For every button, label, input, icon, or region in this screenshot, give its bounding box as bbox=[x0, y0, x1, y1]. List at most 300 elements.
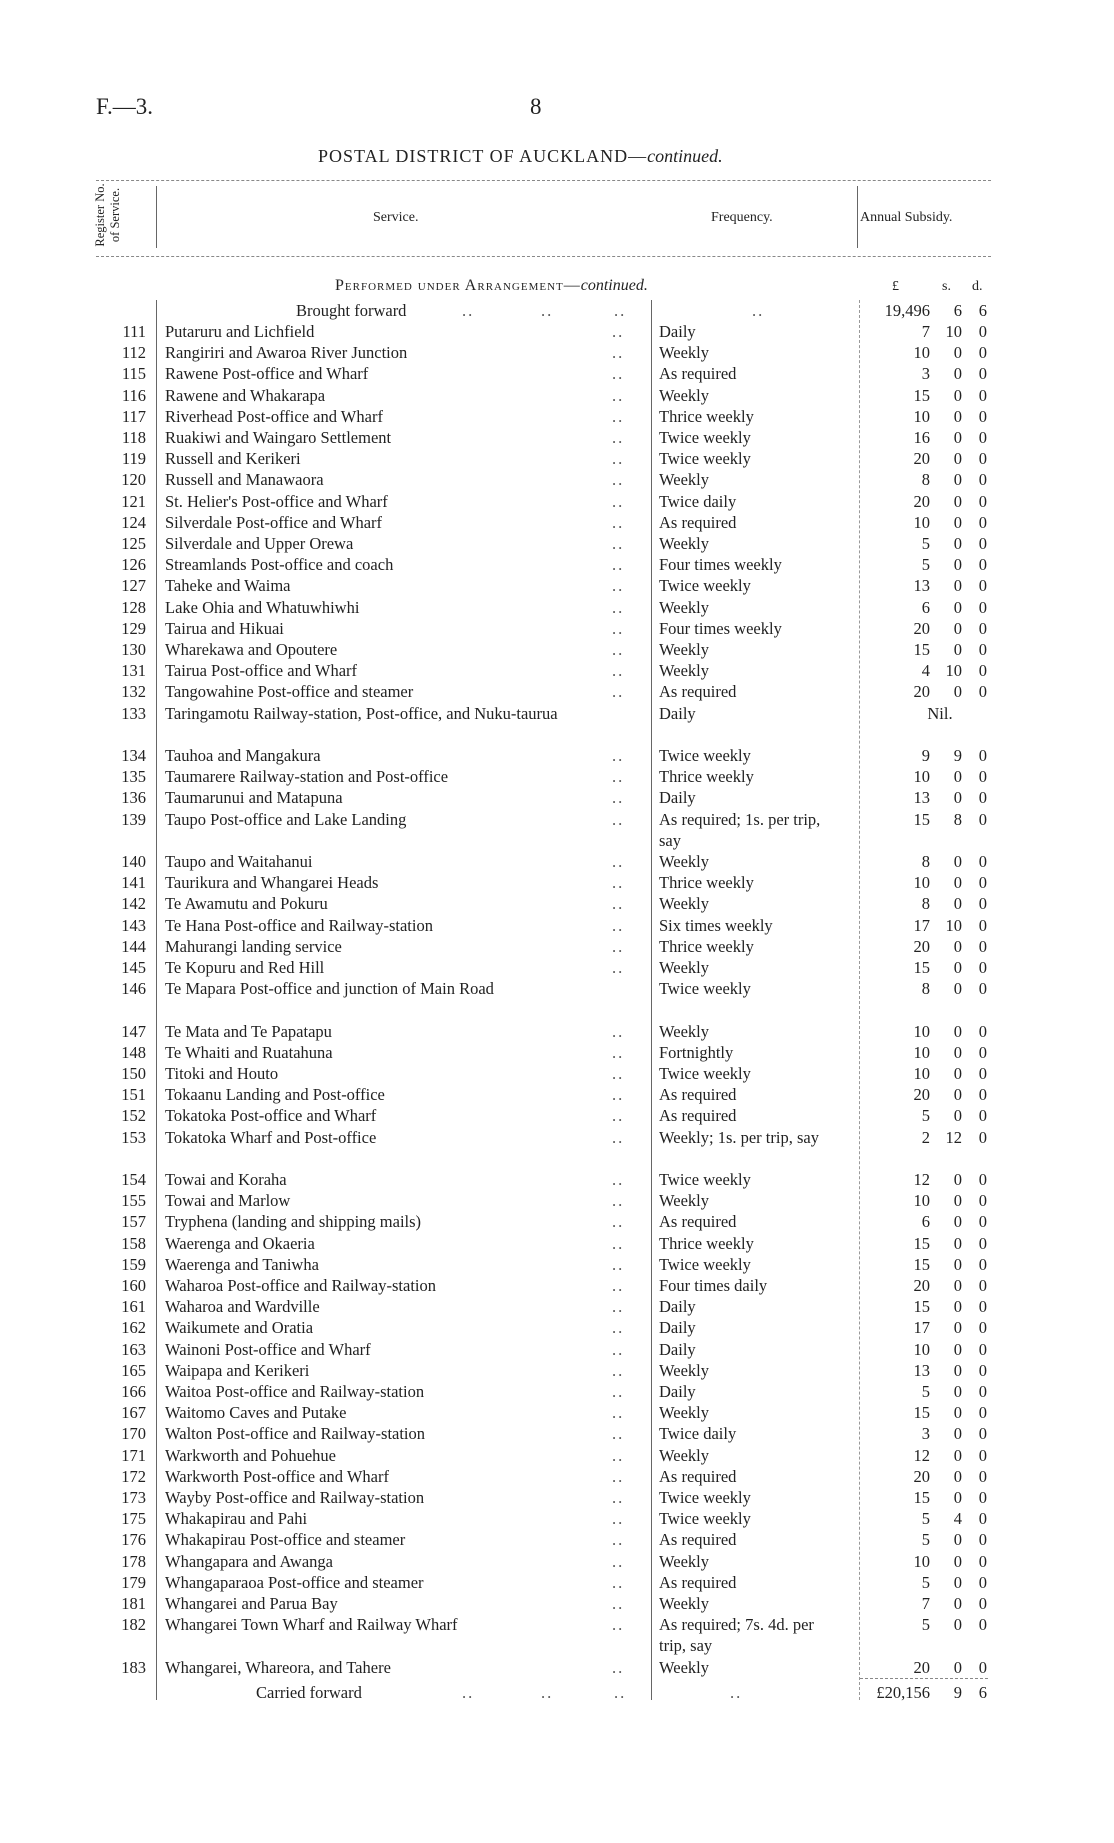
frequency: Weekly bbox=[659, 1657, 709, 1677]
subsidy-pence: 0 bbox=[978, 873, 987, 893]
subsidy-shillings: 0 bbox=[953, 1403, 962, 1423]
subsidy-pounds: 7 bbox=[921, 322, 930, 341]
subsidy-shillings: 0 bbox=[953, 555, 962, 575]
frequency: Twice weekly bbox=[659, 428, 751, 447]
brought-forward-pounds: 19,496 bbox=[884, 301, 930, 320]
service-name: Taheke and Waima bbox=[165, 576, 291, 596]
service-name: Tauhoa and Mangakura bbox=[165, 746, 321, 765]
table-row bbox=[0, 745, 1114, 766]
register-number: 151 bbox=[121, 1085, 146, 1105]
service-name: Whangaparaoa Post-office and steamer bbox=[165, 1572, 424, 1592]
frequency: As required; 1s. per trip, say bbox=[659, 809, 821, 850]
brought-forward-pence: 6 bbox=[978, 301, 987, 320]
table-row bbox=[0, 1105, 1114, 1126]
service-name: Taumarere Railway-station and Post-office bbox=[165, 767, 449, 787]
register-number: 125 bbox=[121, 534, 146, 553]
register-number: 178 bbox=[121, 1551, 146, 1571]
service-name: Lake Ohia and Whatuwhiwhi bbox=[165, 597, 360, 617]
register-number: 121 bbox=[121, 491, 146, 511]
subsidy-pence: 0 bbox=[978, 1488, 987, 1507]
subsidy-shillings: 0 bbox=[953, 1572, 962, 1592]
register-number: 144 bbox=[121, 936, 146, 956]
leader-dots: .. bbox=[614, 1683, 627, 1702]
register-number: 131 bbox=[121, 661, 146, 681]
subsidy-shillings: 8 bbox=[953, 809, 962, 829]
service-name: Waitomo Caves and Putake bbox=[165, 1403, 347, 1423]
service-name: Rawene and Whakarapa bbox=[165, 385, 326, 405]
subsidy-pence: 0 bbox=[978, 894, 987, 914]
frequency: Six times weekly bbox=[659, 915, 773, 935]
subsidy-pounds: 5 bbox=[921, 1382, 930, 1401]
leader-dots: .. bbox=[612, 1106, 625, 1126]
service-name: Whangarei, Whareora, and Tahere bbox=[165, 1657, 391, 1677]
register-number: 111 bbox=[122, 322, 146, 341]
frequency: Twice weekly bbox=[659, 449, 751, 469]
frequency: Weekly bbox=[659, 1360, 709, 1380]
column-header-subsidy: Annual Subsidy. bbox=[860, 210, 953, 225]
subsidy-shillings: 0 bbox=[953, 682, 962, 702]
frequency: Four times weekly bbox=[659, 618, 782, 638]
leader-dots: .. bbox=[612, 364, 625, 384]
subsidy-pence: 0 bbox=[978, 809, 987, 829]
subsidy-pence: 0 bbox=[978, 406, 987, 426]
leader-dots: .. bbox=[612, 682, 625, 702]
subsidy-pounds: 20 bbox=[913, 618, 930, 638]
table-row bbox=[0, 893, 1114, 914]
frequency: Thrice weekly bbox=[659, 873, 754, 893]
table-row bbox=[0, 1572, 1114, 1593]
frequency: Weekly bbox=[659, 958, 709, 977]
register-number: 154 bbox=[121, 1170, 146, 1189]
service-name: Waharoa Post-office and Railway-station bbox=[165, 1276, 436, 1295]
leader-dots: .. bbox=[612, 1403, 625, 1423]
register-number: 173 bbox=[121, 1488, 146, 1507]
subsidy-shillings: 0 bbox=[953, 1466, 962, 1486]
frequency: As required bbox=[659, 1466, 737, 1486]
table-row bbox=[0, 809, 1114, 850]
subsidy-pence: 0 bbox=[978, 1318, 987, 1338]
subsidy-pounds: 17 bbox=[913, 1318, 930, 1338]
register-number: 135 bbox=[121, 767, 146, 787]
subsidy-pence: 0 bbox=[978, 1212, 987, 1232]
subsidy-pence: 0 bbox=[978, 1615, 987, 1635]
register-number: 141 bbox=[121, 873, 146, 893]
subsidy-shillings: 0 bbox=[953, 1297, 962, 1317]
subsidy-pence: 0 bbox=[978, 555, 987, 575]
subsidy-pence: 0 bbox=[978, 322, 987, 341]
register-number: 158 bbox=[121, 1233, 146, 1253]
leader-dots: .. bbox=[612, 661, 625, 681]
leader-dots: .. bbox=[612, 406, 625, 426]
subsidy-pounds: 8 bbox=[921, 979, 930, 999]
subsidy-shillings: 0 bbox=[953, 1106, 962, 1126]
register-number: 115 bbox=[121, 364, 146, 384]
service-name: Mahurangi landing service bbox=[165, 936, 342, 956]
subsidy-pence: 0 bbox=[978, 491, 987, 511]
subsidy-shillings: 0 bbox=[953, 597, 962, 617]
subsidy-pence: 0 bbox=[978, 1170, 987, 1189]
document-code: F.—3. bbox=[96, 94, 153, 119]
subsidy-shillings: 0 bbox=[953, 1339, 962, 1359]
subsidy-pence: 0 bbox=[978, 1276, 987, 1295]
frequency: Daily bbox=[659, 322, 696, 341]
service-name: Whangapara and Awanga bbox=[165, 1551, 333, 1571]
service-name: Tairua Post-office and Wharf bbox=[165, 661, 358, 681]
subsidy-shillings: 0 bbox=[953, 385, 962, 405]
table-row bbox=[0, 618, 1114, 639]
service-name: Silverdale Post-office and Wharf bbox=[165, 512, 383, 532]
subsidy-shillings: 0 bbox=[953, 1085, 962, 1105]
subsidy-pounds: 4 bbox=[921, 661, 930, 681]
leader-dots: .. bbox=[612, 491, 625, 511]
frequency: Fortnightly bbox=[659, 1042, 734, 1062]
frequency: As required bbox=[659, 1212, 737, 1232]
table-row bbox=[0, 406, 1114, 427]
subsidy-pounds: 3 bbox=[921, 364, 930, 384]
frequency: As required bbox=[659, 1085, 737, 1105]
subsidy-shillings: 0 bbox=[953, 979, 962, 999]
frequency: Thrice weekly bbox=[659, 936, 754, 956]
subsidy-pence: 0 bbox=[978, 470, 987, 490]
subsidy-pounds: 10 bbox=[913, 767, 930, 787]
frequency: Weekly bbox=[659, 894, 709, 914]
register-number: 134 bbox=[121, 746, 146, 765]
subsidy-shillings: 0 bbox=[953, 1657, 962, 1677]
subsidy-pounds: 10 bbox=[913, 1042, 930, 1062]
service-name: Taringamotu Railway-station, Post-office, and Nuku-taurua bbox=[165, 703, 558, 723]
frequency: Weekly bbox=[659, 1594, 709, 1613]
subsidy-pence: 0 bbox=[978, 852, 987, 871]
frequency: Daily bbox=[659, 788, 696, 808]
brought-forward-row bbox=[0, 300, 1114, 321]
frequency: Weekly bbox=[659, 534, 709, 553]
section-title: Performed under Arrangement— bbox=[335, 277, 581, 294]
frequency: Weekly bbox=[659, 1403, 709, 1423]
subsidy-shillings: 0 bbox=[953, 1318, 962, 1338]
subsidy-pounds: 6 bbox=[921, 1212, 930, 1232]
service-name: Russell and Kerikeri bbox=[165, 449, 301, 469]
currency-pounds-label: £ bbox=[892, 279, 899, 294]
subsidy-pence: 0 bbox=[978, 428, 987, 447]
subsidy-shillings: 0 bbox=[953, 534, 962, 553]
table-row bbox=[0, 766, 1114, 787]
service-name: Taupo Post-office and Lake Landing bbox=[165, 809, 407, 829]
table-row bbox=[0, 575, 1114, 596]
subsidy-pounds: 10 bbox=[913, 1191, 930, 1211]
subsidy-pence: 0 bbox=[978, 1254, 987, 1274]
frequency: Weekly bbox=[659, 1191, 709, 1211]
table-row bbox=[0, 660, 1114, 681]
subsidy-shillings: 0 bbox=[953, 1382, 962, 1401]
subsidy-shillings: 0 bbox=[953, 852, 962, 871]
register-number: 155 bbox=[121, 1191, 146, 1211]
table-row bbox=[0, 554, 1114, 575]
subsidy-pence: 0 bbox=[978, 1466, 987, 1486]
leader-dots: .. bbox=[614, 301, 627, 320]
column-header-frequency: Frequency. bbox=[711, 210, 773, 225]
frequency: Thrice weekly bbox=[659, 406, 754, 426]
register-number: 162 bbox=[121, 1318, 146, 1338]
service-name: Titoki and Houto bbox=[165, 1064, 279, 1083]
subsidy-shillings: 0 bbox=[953, 1233, 962, 1253]
frequency: Weekly; 1s. per trip, say bbox=[659, 1127, 819, 1147]
register-number: 136 bbox=[121, 788, 146, 808]
leader-dots: .. bbox=[612, 1021, 625, 1041]
leader-dots: .. bbox=[612, 1170, 625, 1189]
subsidy-pounds: 5 bbox=[921, 555, 930, 575]
service-name: Taupo and Waitahanui bbox=[165, 852, 313, 871]
frequency: Four times daily bbox=[659, 1276, 768, 1295]
subsidy-shillings: 0 bbox=[953, 1191, 962, 1211]
register-number: 132 bbox=[121, 682, 146, 702]
table-row bbox=[0, 533, 1114, 554]
brought-forward-shillings: 6 bbox=[953, 301, 962, 320]
subsidy-shillings: 0 bbox=[953, 1551, 962, 1571]
subsidy-pounds: 9 bbox=[921, 746, 930, 765]
leader-dots: .. bbox=[612, 767, 625, 787]
subsidy-pounds: 10 bbox=[913, 406, 930, 426]
subsidy-pounds: 20 bbox=[913, 936, 930, 956]
subsidy-pence: 0 bbox=[978, 1064, 987, 1083]
service-name: Rawene Post-office and Wharf bbox=[165, 364, 369, 384]
subsidy-pounds: 10 bbox=[913, 1551, 930, 1571]
register-number: 160 bbox=[121, 1276, 146, 1295]
leader-dots: .. bbox=[612, 1488, 625, 1507]
subsidy-shillings: 10 bbox=[945, 915, 962, 935]
carried-forward-row bbox=[0, 1682, 1114, 1703]
leader-dots: .. bbox=[462, 1683, 475, 1702]
subsidy-pounds: 12 bbox=[913, 1170, 930, 1189]
subsidy-pence: 0 bbox=[978, 1403, 987, 1423]
leader-dots: .. bbox=[612, 322, 625, 341]
register-number: 119 bbox=[121, 449, 146, 469]
leader-dots: .. bbox=[612, 788, 625, 808]
service-name: Silverdale and Upper Orewa bbox=[165, 534, 354, 553]
frequency: Thrice weekly bbox=[659, 1233, 754, 1253]
table-row bbox=[0, 936, 1114, 957]
table-row bbox=[0, 851, 1114, 872]
register-number: 143 bbox=[121, 915, 146, 935]
subsidy-shillings: 0 bbox=[953, 576, 962, 596]
subsidy-shillings: 0 bbox=[953, 1212, 962, 1232]
subsidy-pence: 0 bbox=[978, 1297, 987, 1317]
table-row bbox=[0, 342, 1114, 363]
table-row bbox=[0, 1317, 1114, 1338]
page-number: 8 bbox=[530, 94, 542, 119]
subsidy-pounds: 15 bbox=[913, 1488, 930, 1507]
subsidy-pence: 0 bbox=[978, 682, 987, 702]
service-name: Te Hana Post-office and Railway-station bbox=[165, 915, 433, 935]
title-suffix: continued. bbox=[647, 146, 723, 166]
service-name: Walton Post-office and Railway-station bbox=[165, 1424, 426, 1444]
leader-dots: .. bbox=[612, 958, 625, 977]
frequency: Weekly bbox=[659, 385, 709, 405]
table-row bbox=[0, 787, 1114, 808]
leader-dots: .. bbox=[612, 894, 625, 914]
register-number: 145 bbox=[121, 958, 146, 977]
subsidy-pence: 0 bbox=[978, 534, 987, 553]
register-number: 117 bbox=[121, 406, 146, 426]
subsidy-pence: 0 bbox=[978, 1445, 987, 1465]
register-number: 172 bbox=[121, 1466, 146, 1486]
register-number: 167 bbox=[121, 1403, 146, 1423]
subsidy-shillings: 0 bbox=[953, 1445, 962, 1465]
service-name: Tokatoka Post-office and Wharf bbox=[165, 1106, 377, 1126]
leader-dots: .. bbox=[612, 576, 625, 596]
frequency: Twice weekly bbox=[659, 576, 751, 596]
table-row bbox=[0, 1402, 1114, 1423]
subsidy-pence: 0 bbox=[978, 1551, 987, 1571]
subsidy-shillings: 0 bbox=[953, 1594, 962, 1613]
register-number: 112 bbox=[121, 343, 146, 363]
subsidy-pence: 0 bbox=[978, 1360, 987, 1380]
table-row bbox=[0, 1254, 1114, 1275]
subsidy-pence: 0 bbox=[978, 1424, 987, 1444]
leader-dots: .. bbox=[612, 936, 625, 956]
table-row bbox=[0, 872, 1114, 893]
service-name: Whangarei Town Wharf and Railway Wharf bbox=[165, 1615, 458, 1635]
frequency: Weekly bbox=[659, 1551, 709, 1571]
section-heading bbox=[335, 277, 648, 295]
column-header-service: Service. bbox=[373, 210, 419, 225]
table-row bbox=[0, 915, 1114, 936]
register-number: 146 bbox=[121, 979, 146, 999]
subsidy-pounds: 10 bbox=[913, 512, 930, 532]
subsidy-pounds: 20 bbox=[913, 682, 930, 702]
subsidy-pounds: 15 bbox=[913, 1254, 930, 1274]
leader-dots: .. bbox=[612, 512, 625, 532]
register-number: 183 bbox=[121, 1657, 146, 1677]
subsidy-shillings: 10 bbox=[945, 322, 962, 341]
subsidy-pounds: 7 bbox=[921, 1594, 930, 1613]
header-divider-2 bbox=[857, 186, 858, 248]
currency-pence-label: d. bbox=[972, 279, 983, 294]
register-number: 163 bbox=[121, 1339, 146, 1359]
table-row bbox=[0, 1360, 1114, 1381]
subsidy-shillings: 0 bbox=[953, 364, 962, 384]
subsidy-pounds: 10 bbox=[913, 1339, 930, 1359]
carried-forward-label: Carried forward bbox=[256, 1683, 362, 1702]
table-row bbox=[0, 1127, 1114, 1148]
subsidy-pence: 0 bbox=[978, 788, 987, 808]
subsidy-shillings: 0 bbox=[953, 1530, 962, 1550]
frequency: Twice weekly bbox=[659, 746, 751, 765]
service-name: Whangarei and Parua Bay bbox=[165, 1594, 338, 1613]
subsidy-pence: 0 bbox=[978, 576, 987, 596]
subsidy-pence: 0 bbox=[978, 1657, 987, 1677]
subsidy-pounds: 10 bbox=[913, 343, 930, 363]
subsidy-pounds: 15 bbox=[913, 385, 930, 405]
frequency: Twice weekly bbox=[659, 1064, 751, 1083]
subsidy-pence: 0 bbox=[978, 1191, 987, 1211]
service-name: Streamlands Post-office and coach bbox=[165, 555, 394, 575]
subsidy-pounds: 15 bbox=[913, 1403, 930, 1423]
service-name: Wainoni Post-office and Wharf bbox=[165, 1339, 371, 1359]
leader-dots: .. bbox=[612, 1191, 625, 1211]
subsidy-pounds: 15 bbox=[913, 809, 930, 829]
table-row bbox=[0, 1084, 1114, 1105]
subsidy-pence: 0 bbox=[978, 1509, 987, 1529]
service-name: Te Whaiti and Ruatahuna bbox=[165, 1042, 333, 1062]
table-row bbox=[0, 1508, 1114, 1529]
leader-dots: .. bbox=[612, 1318, 625, 1338]
table-row bbox=[0, 321, 1114, 342]
frequency: Weekly bbox=[659, 1445, 709, 1465]
subsidy-shillings: 0 bbox=[953, 1021, 962, 1041]
service-name: Taumarunui and Matapuna bbox=[165, 788, 343, 808]
frequency: Daily bbox=[659, 1382, 696, 1401]
table-row bbox=[0, 1169, 1114, 1190]
leader-dots: .. bbox=[612, 1064, 625, 1083]
subsidy-pence: 0 bbox=[978, 746, 987, 765]
subsidy-shillings: 0 bbox=[953, 491, 962, 511]
leader-dots: .. bbox=[612, 1572, 625, 1592]
register-number: 140 bbox=[121, 852, 146, 871]
service-name: Tokatoka Wharf and Post-office bbox=[165, 1127, 377, 1147]
service-name: Whakapirau Post-office and steamer bbox=[165, 1530, 406, 1550]
subsidy-pence: 0 bbox=[978, 915, 987, 935]
brought-forward-label: Brought forward bbox=[296, 301, 407, 320]
subsidy-pence: 0 bbox=[978, 1233, 987, 1253]
service-name: Wayby Post-office and Railway-station bbox=[165, 1488, 425, 1507]
currency-shillings-label: s. bbox=[942, 279, 951, 294]
subsidy-pence: 0 bbox=[978, 385, 987, 405]
subsidy-shillings: 0 bbox=[953, 1254, 962, 1274]
service-name: Waerenga and Okaeria bbox=[165, 1233, 315, 1253]
subsidy-pence: 0 bbox=[978, 1382, 987, 1401]
title-main: POSTAL DISTRICT OF AUCKLAND— bbox=[318, 146, 648, 166]
subsidy-shillings: 0 bbox=[953, 936, 962, 956]
leader-dots: .. bbox=[612, 1339, 625, 1359]
subsidy-shillings: 0 bbox=[953, 1424, 962, 1444]
table-row bbox=[0, 1551, 1114, 1572]
leader-dots: .. bbox=[612, 746, 625, 765]
subsidy-pence: 0 bbox=[978, 640, 987, 659]
leader-dots: .. bbox=[612, 618, 625, 638]
register-number: 126 bbox=[121, 555, 146, 575]
subsidy-pounds: 13 bbox=[913, 576, 930, 596]
register-number: 127 bbox=[121, 576, 146, 596]
frequency: Twice weekly bbox=[659, 1170, 751, 1189]
register-number: 152 bbox=[121, 1106, 146, 1126]
service-name: Tryphena (landing and shipping mails) bbox=[165, 1212, 422, 1232]
subsidy-shillings: 0 bbox=[953, 894, 962, 914]
subsidy-shillings: 0 bbox=[953, 1170, 962, 1189]
subsidy-pounds: 5 bbox=[921, 1572, 930, 1592]
register-number: 166 bbox=[121, 1382, 146, 1401]
subsidy-shillings: 0 bbox=[953, 406, 962, 426]
frequency: Four times weekly bbox=[659, 555, 782, 575]
subsidy-pounds: 15 bbox=[913, 640, 930, 659]
service-name: Towai and Koraha bbox=[165, 1170, 287, 1189]
register-number: 170 bbox=[121, 1424, 146, 1444]
subsidy-pence: 0 bbox=[978, 618, 987, 638]
frequency: Twice daily bbox=[659, 491, 737, 511]
column-header-register: Register No. of Service. bbox=[93, 183, 122, 247]
service-name: Warkworth and Pohuehue bbox=[165, 1445, 336, 1465]
table-row bbox=[0, 1233, 1114, 1254]
subsidy-pounds: 15 bbox=[913, 958, 930, 977]
frequency: Daily bbox=[659, 703, 696, 723]
register-number: 157 bbox=[121, 1212, 146, 1232]
table-row bbox=[0, 1423, 1114, 1444]
subsidy-pounds: 3 bbox=[921, 1424, 930, 1444]
subsidy-pounds: 12 bbox=[913, 1445, 930, 1465]
frequency: Daily bbox=[659, 1297, 696, 1317]
table-row bbox=[0, 1529, 1114, 1550]
table-row bbox=[0, 1487, 1114, 1508]
subsidy-pounds: 8 bbox=[921, 852, 930, 871]
